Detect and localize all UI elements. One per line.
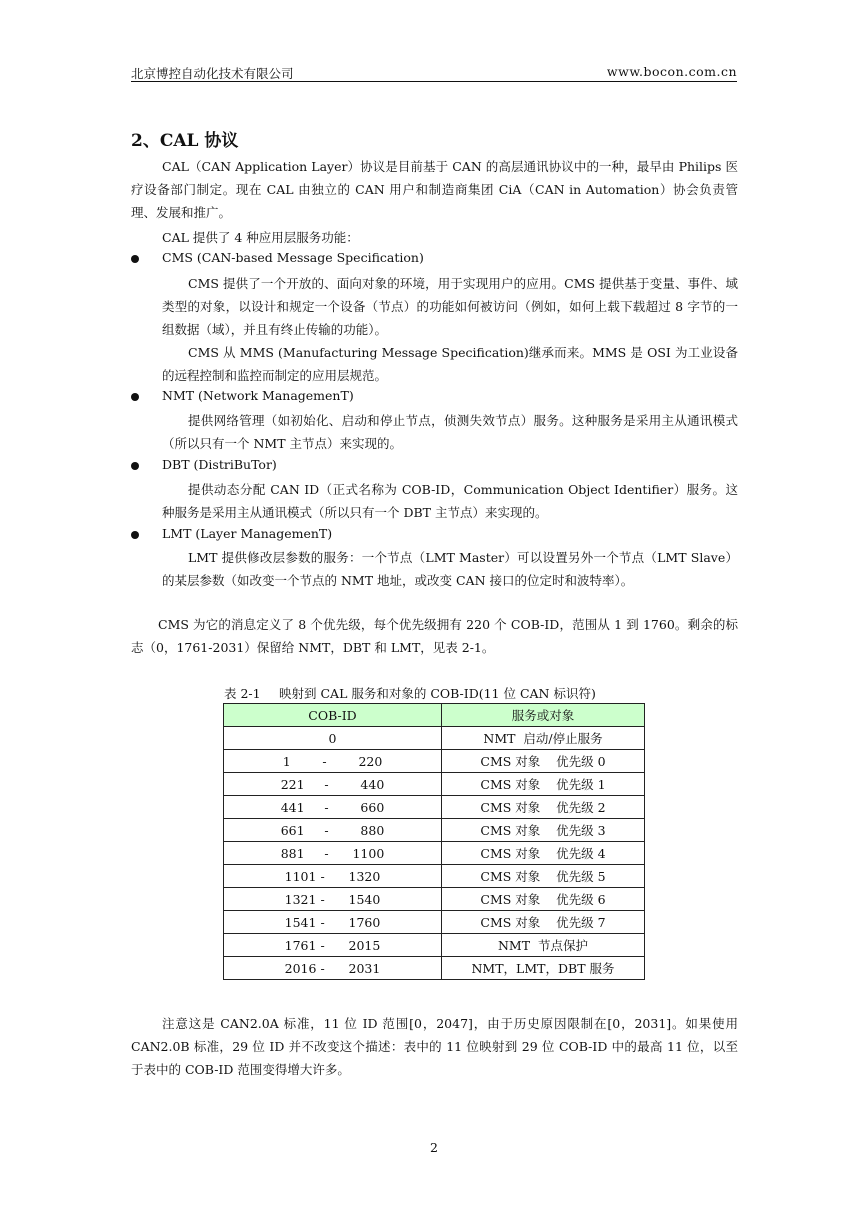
- bullet-dot: [131, 393, 139, 401]
- bullet-dot: [131, 462, 139, 470]
- table-row: [224, 727, 645, 750]
- cell-service: NMT 节点保护: [442, 934, 645, 957]
- cell-service: NMT，LMT，DBT 服务: [442, 957, 645, 980]
- table-row: [224, 819, 645, 842]
- cms-paragraph-1: CMS 提供了一个开放的、面向对象的环境，用于实现用户的应用。CMS 提供基于变量、事件、域类型的对象，以设计和规定一个设备（节点）的功能如何被访问（例如，如何上载下载超过 8 字节的一组数据（域），并且有终止传输的功能）。: [162, 276, 738, 337]
- table-row: [224, 911, 645, 934]
- cell-cob-id: 441 - 660: [224, 796, 442, 819]
- bullet-title-cms: CMS (CAN-based Message Specification): [162, 250, 424, 265]
- table-row: [224, 796, 645, 819]
- table-row: [224, 934, 645, 957]
- table-header-row: [224, 704, 645, 727]
- table-row: [224, 865, 645, 888]
- table-caption: [224, 684, 596, 702]
- table-caption-text: 映射到 CAL 服务和对象的 COB-ID(11 位 CAN 标识符): [279, 686, 596, 701]
- table-header-cob-id: COB-ID: [224, 704, 442, 727]
- cell-service: CMS 对象 优先级 6: [442, 888, 645, 911]
- bullet-title-dbt: DBT (DistriBuTor): [162, 457, 277, 472]
- lmt-paragraph: LMT 提供修改层参数的服务：一个节点（LMT Master）可以设置另外一个节点（LMT Slave）的某层参数（如改变一个节点的 NMT 地址，或改变 CAN 接口的位定时和波特率）。: [162, 550, 738, 588]
- cell-cob-id: 1541 - 1760: [224, 911, 442, 934]
- dbt-paragraph: 提供动态分配 CAN ID（正式名称为 COB-ID，Communication Object Identifier）服务。这种服务是采用主从通讯模式（所以只有一个 DBT 主节点）来实现的。: [162, 482, 738, 520]
- table-row: [224, 957, 645, 980]
- section-title: 2、CAL 协议: [131, 131, 239, 151]
- cell-service: NMT 启动/停止服务: [442, 727, 645, 750]
- header-rule: [131, 81, 737, 82]
- note-paragraph: 注意这是 CAN2.0A 标准，11 位 ID 范围[0，2047]，由于历史原因限制在[0，2031]。如果使用 CAN2.0B 标准，29 位 ID 并不改变这个描述：表中的 11 位映射到 29 位 COB-ID 中的最高 11 位，以至于表中的 COB-ID 范围变得增大许多。: [131, 1016, 738, 1077]
- table-row: [224, 773, 645, 796]
- table-header-service: 服务或对象: [442, 704, 645, 727]
- cell-service: CMS 对象 优先级 5: [442, 865, 645, 888]
- cell-cob-id: 2016 - 2031: [224, 957, 442, 980]
- cell-cob-id: 221 - 440: [224, 773, 442, 796]
- bullet-dot: [131, 531, 139, 539]
- intro-paragraph: CAL（CAN Application Layer）协议是目前基于 CAN 的高层通讯协议中的一种，最早由 Philips 医疗设备部门制定。现在 CAL 由独立的 CAN 用户和制造商集团 CiA（CAN in Automation）协会负责管理、发展和推广。: [131, 159, 738, 220]
- cell-cob-id: 881 - 1100: [224, 842, 442, 865]
- cms-paragraph-2: CMS 从 MMS (Manufacturing Message Specification)继承而来。MMS 是 OSI 为工业设备的远程控制和监控而制定的应用层规范。: [162, 345, 738, 383]
- cell-service: CMS 对象 优先级 3: [442, 819, 645, 842]
- cell-service: CMS 对象 优先级 0: [442, 750, 645, 773]
- cell-cob-id: 1 - 220: [224, 750, 442, 773]
- table-row: [224, 842, 645, 865]
- cell-service: CMS 对象 优先级 7: [442, 911, 645, 934]
- bullet-title-lmt: LMT (Layer ManagemenT): [162, 526, 333, 541]
- table-caption-number: 表 2-1: [224, 686, 261, 701]
- cell-cob-id: 661 - 880: [224, 819, 442, 842]
- cell-service: CMS 对象 优先级 2: [442, 796, 645, 819]
- cell-cob-id: 0: [224, 727, 442, 750]
- cell-cob-id: 1101 - 1320: [224, 865, 442, 888]
- services-intro: CAL 提供了 4 种应用层服务功能：: [162, 230, 359, 245]
- page-header-company: 北京博控自动化技术有限公司: [131, 66, 294, 81]
- page-header-url: www.bocon.com.cn: [606, 64, 737, 79]
- cell-service: CMS 对象 优先级 4: [442, 842, 645, 865]
- cob-id-table: [223, 703, 645, 980]
- bullet-dot: [131, 255, 139, 263]
- cell-service: CMS 对象 优先级 1: [442, 773, 645, 796]
- page-number: 2: [430, 1140, 438, 1155]
- cell-cob-id: 1761 - 2015: [224, 934, 442, 957]
- priority-paragraph: CMS 为它的消息定义了 8 个优先级，每个优先级拥有 220 个 COB-ID，范围从 1 到 1760。剩余的标志（0，1761-2031）保留给 NMT，DBT 和 LMT，见表 2-1。: [131, 617, 738, 655]
- nmt-paragraph: 提供网络管理（如初始化、启动和停止节点，侦测失效节点）服务。这种服务是采用主从通讯模式（所以只有一个 NMT 主节点）来实现的。: [162, 413, 738, 451]
- table-row: [224, 750, 645, 773]
- bullet-title-nmt: NMT (Network ManagemenT): [162, 388, 354, 403]
- table-row: [224, 888, 645, 911]
- cell-cob-id: 1321 - 1540: [224, 888, 442, 911]
